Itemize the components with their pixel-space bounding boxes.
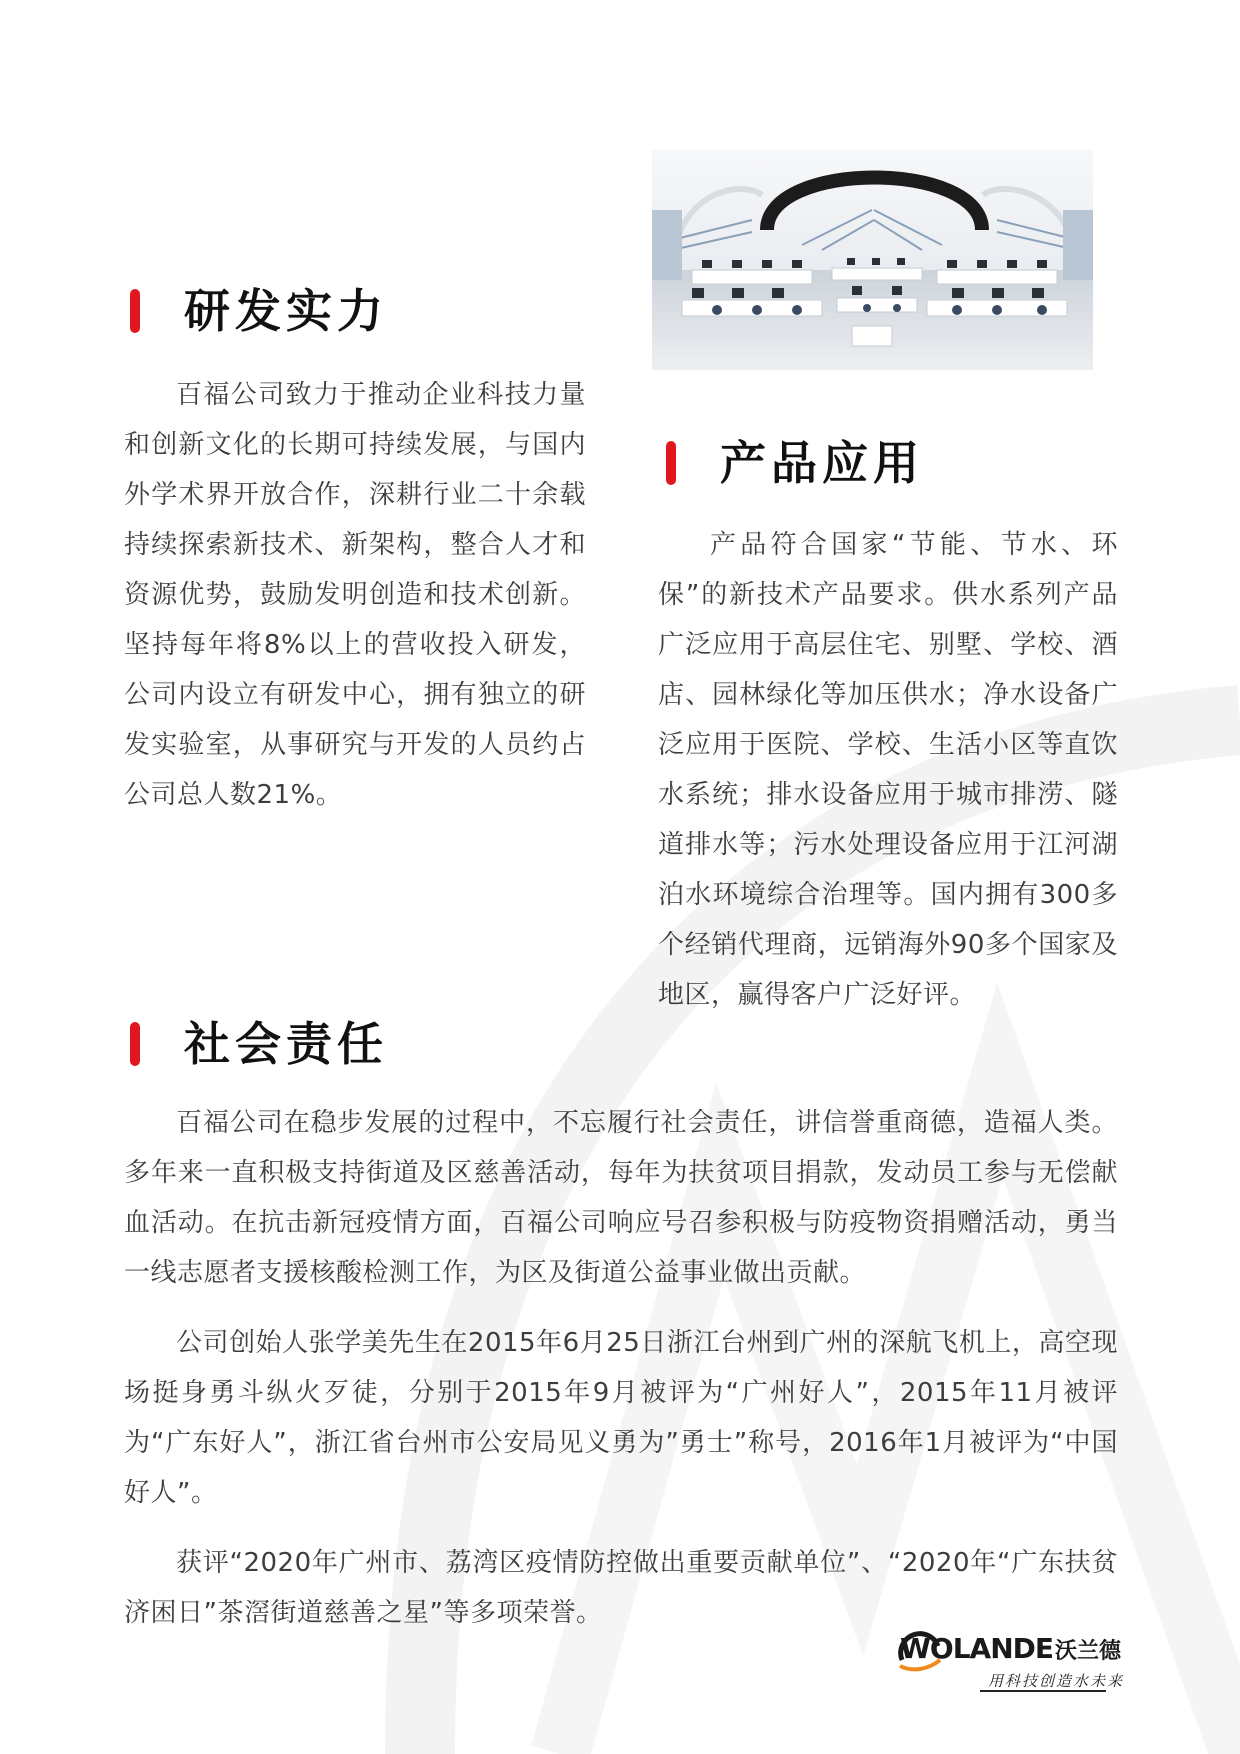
social-paragraph-2: 公司创始人张学美先生在2015年6月25日浙江台州到广州的深航飞机上，高空现场挺身勇斗纵火歹徒，分别于2015年9月被评为“广州好人”，2015年11月被评为“广东好人”，浙江省台州市公安局见义勇为”勇士”称号，2016年1月被评为“中国好人”。 bbox=[124, 1328, 1118, 1508]
logo-slogan: 用科技创造水未来 bbox=[988, 1672, 1125, 1690]
product-text-block bbox=[658, 520, 1118, 1020]
social-title: 社会责任 bbox=[184, 1017, 388, 1071]
company-logo bbox=[900, 1626, 1125, 1696]
logo-brand-cn: 沃兰德 bbox=[1055, 1639, 1122, 1664]
rd-text-block bbox=[124, 370, 586, 820]
office-photo-illustration bbox=[652, 150, 1093, 370]
product-heading bbox=[666, 436, 924, 490]
office-panorama-photo bbox=[652, 150, 1093, 370]
rd-accent-bar bbox=[130, 289, 140, 333]
product-accent-bar bbox=[666, 441, 676, 485]
rd-paragraph: 百福公司致力于推动企业科技力量和创新文化的长期可持续发展，与国内外学术界开放合作，深耕行业二十余载持续探索新技术、新架构，整合人才和资源优势，鼓励发明创造和技术创新。坚持每年将8%以上的营收投入研发，公司内设立有研发中心，拥有独立的研发实验室，从事研究与开发的人员约占公司总人数21%。 bbox=[124, 380, 586, 810]
social-heading bbox=[130, 1017, 388, 1071]
rd-title: 研发实力 bbox=[184, 284, 388, 338]
logo-brand: WOLANDE bbox=[900, 1632, 1054, 1665]
social-accent-bar bbox=[130, 1022, 140, 1066]
logo-underline bbox=[980, 1690, 1106, 1692]
social-paragraph-1: 百福公司在稳步发展的过程中，不忘履行社会责任，讲信誉重商德，造福人类。多年来一直积极支持街道及区慈善活动，每年为扶贫项目捐款，发动员工参与无偿献血活动。在抗击新冠疫情方面，百福公司响应号召参积极与防疫物资捐赠活动，勇当一线志愿者支援核酸检测工作，为区及街道公益事业做出贡献。 bbox=[124, 1108, 1118, 1288]
social-text-block bbox=[124, 1098, 1118, 1638]
product-title: 产品应用 bbox=[720, 436, 924, 490]
social-paragraph-3: 获评“2020年广州市、荔湾区疫情防控做出重要贡献单位”、“2020年“广东扶贫济困日”茶滘街道慈善之星”等多项荣誉。 bbox=[124, 1548, 1118, 1628]
product-paragraph: 产品符合国家“节能、节水、环保”的新技术产品要求。供水系列产品广泛应用于高层住宅、别墅、学校、酒店、园林绿化等加压供水；净水设备广泛应用于医院、学校、生活小区等直饮水系统；排水设备应用于城市排涝、隧道排水等；污水处理设备应用于江河湖泊水环境综合治理等。国内拥有300多个经销代理商，远销海外90多个国家及地区，赢得客户广泛好评。 bbox=[658, 530, 1118, 1010]
rd-heading bbox=[130, 284, 388, 338]
logo-wordmark bbox=[900, 1632, 1121, 1665]
